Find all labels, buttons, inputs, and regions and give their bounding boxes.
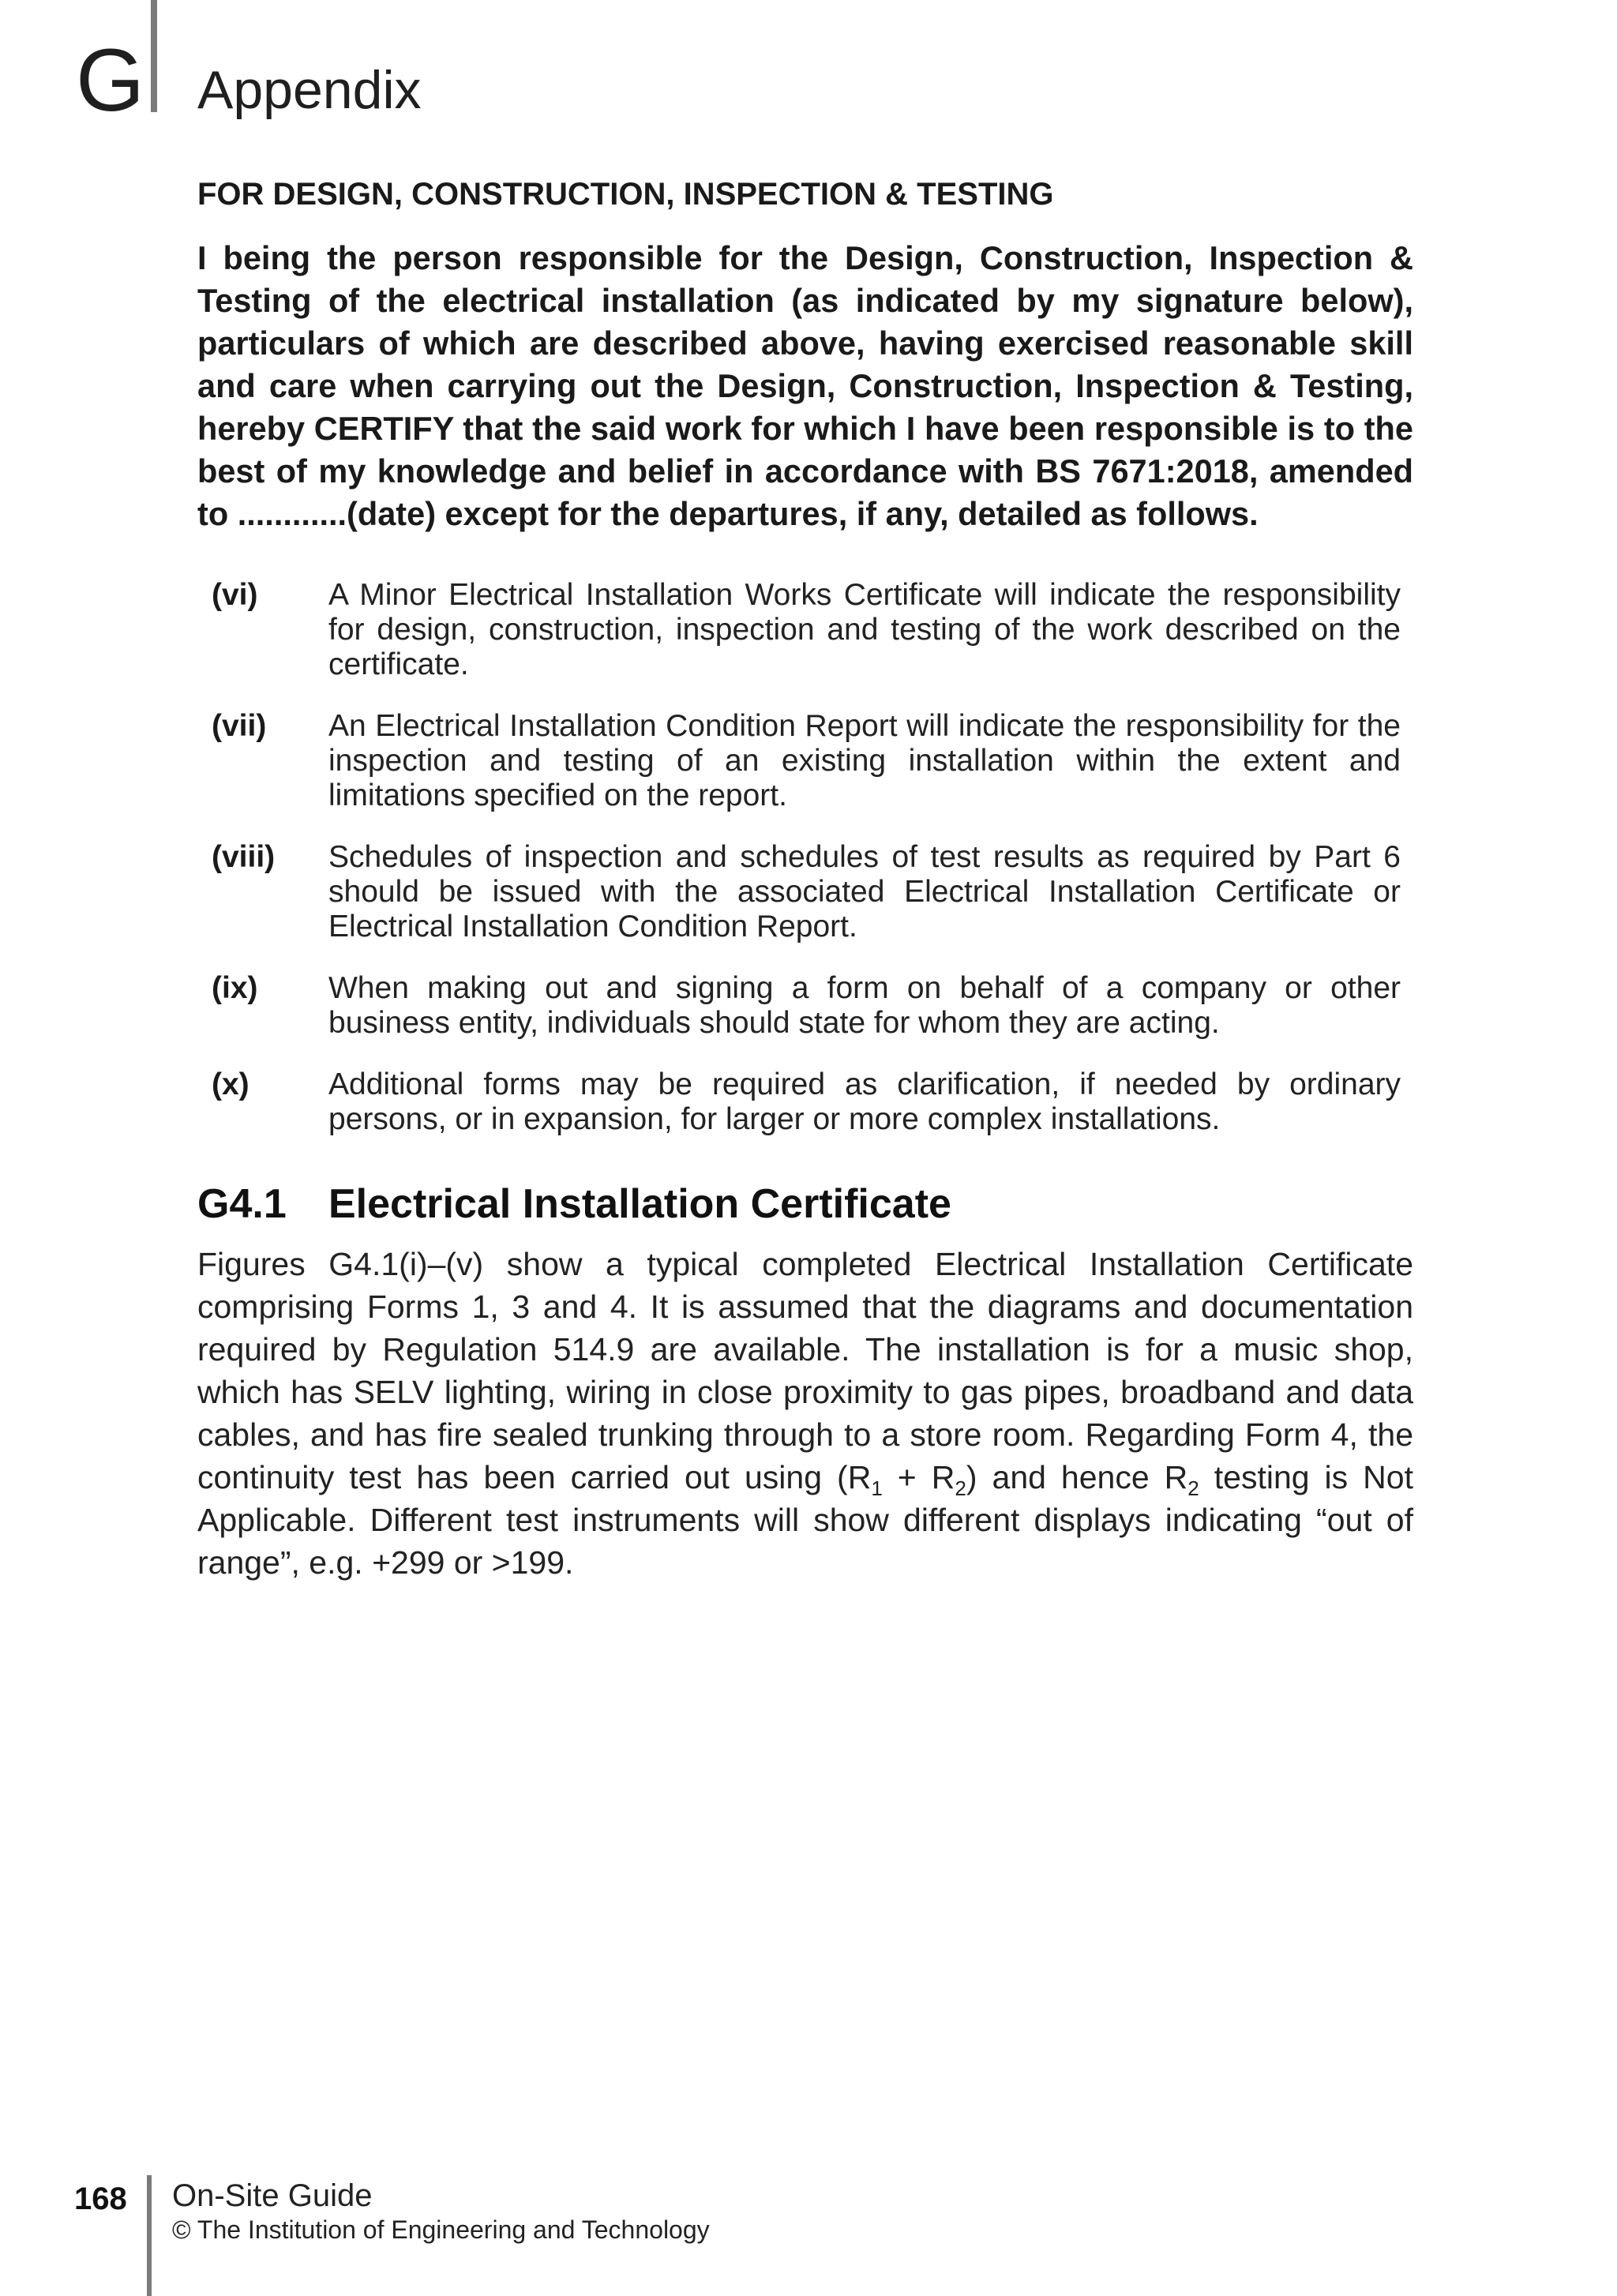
- certification-statement: I being the person responsible for the Design, Construction, Inspection & Testing of the electrical installation (as indicated by my signature below), particulars of which are described above, having exercised reasonable skill and care when carrying out the Design, Construction, Inspection & Testing, hereby CERTIFY that the said work for which I have been responsible is to the best of my knowledge and belief in accordance with BS 7671:2018, amended to ............(date) except for the departures, if any, detailed as follows.: [197, 239, 1413, 532]
- footer-book-title: On-Site Guide: [172, 2178, 373, 2213]
- section-body: [197, 1243, 1413, 1584]
- note-text: When making out and signing a form on behalf of a company or other business entity, individuals should state for whom they are acting.: [328, 971, 1401, 1040]
- note-item: [212, 1067, 1401, 1137]
- subscript: 2: [1187, 1476, 1199, 1501]
- page-number: 168: [74, 2182, 127, 2216]
- notes-list: [212, 578, 1401, 1164]
- section-body-text: ) and hence R: [966, 1459, 1188, 1495]
- section-body-text: + R: [882, 1459, 955, 1495]
- note-number: (vii): [212, 709, 267, 743]
- note-number: (vi): [212, 578, 258, 612]
- note-text: An Electrical Installation Condition Report will indicate the responsibility for the inspection and testing of an existing installation within the extent and limitations specified on the report.: [328, 709, 1401, 812]
- header-divider: [151, 0, 157, 112]
- note-text: Additional forms may be required as clarification, if needed by ordinary persons, or in expansion, for larger or more complex installations.: [328, 1067, 1401, 1136]
- section-heading: [197, 1180, 1413, 1229]
- section-number: G4.1: [197, 1181, 287, 1227]
- footer-copyright: © The Institution of Engineering and Technology: [172, 2215, 710, 2244]
- chapter-letter: G: [76, 31, 145, 129]
- note-item: [212, 971, 1401, 1041]
- note-number: (x): [212, 1067, 249, 1101]
- section-title: Electrical Installation Certificate: [328, 1181, 951, 1227]
- note-number: (ix): [212, 971, 258, 1005]
- footer-divider: [147, 2175, 152, 2296]
- note-item: [212, 578, 1401, 682]
- section-body-text: testing is Not Applicable. Different test instruments will show different displays indicating “out of range”, e.g. +299 or >199.: [197, 1459, 1413, 1581]
- subscript: 1: [871, 1476, 883, 1501]
- chapter-title: Appendix: [197, 60, 422, 120]
- certification-heading: FOR DESIGN, CONSTRUCTION, INSPECTION & TESTING: [197, 177, 1054, 212]
- subscript: 2: [955, 1476, 966, 1501]
- note-text: A Minor Electrical Installation Works Certificate will indicate the responsibility for design, construction, inspection and testing of the work described on the certificate.: [328, 578, 1401, 681]
- note-item: [212, 709, 1401, 813]
- note-text: Schedules of inspection and schedules of test results as required by Part 6 should be issued with the associated Electrical Installation Certificate or Electrical Installation Condition Report.: [328, 840, 1401, 944]
- note-item: [212, 840, 1401, 944]
- section-body-text: Figures G4.1(i)–(v) show a typical completed Electrical Installation Certificate comprising Forms 1, 3 and 4. It is assumed that the diagrams and documentation required by Regulation 514.9 are available. The installation is for a music shop, which has SELV lighting, wiring in close proximity to gas pipes, broadband and data cables, and has fire sealed trunking through to a store room. Regarding Form 4, the continuity test has been carried out using (R: [197, 1246, 1413, 1495]
- note-number: (viii): [212, 840, 276, 874]
